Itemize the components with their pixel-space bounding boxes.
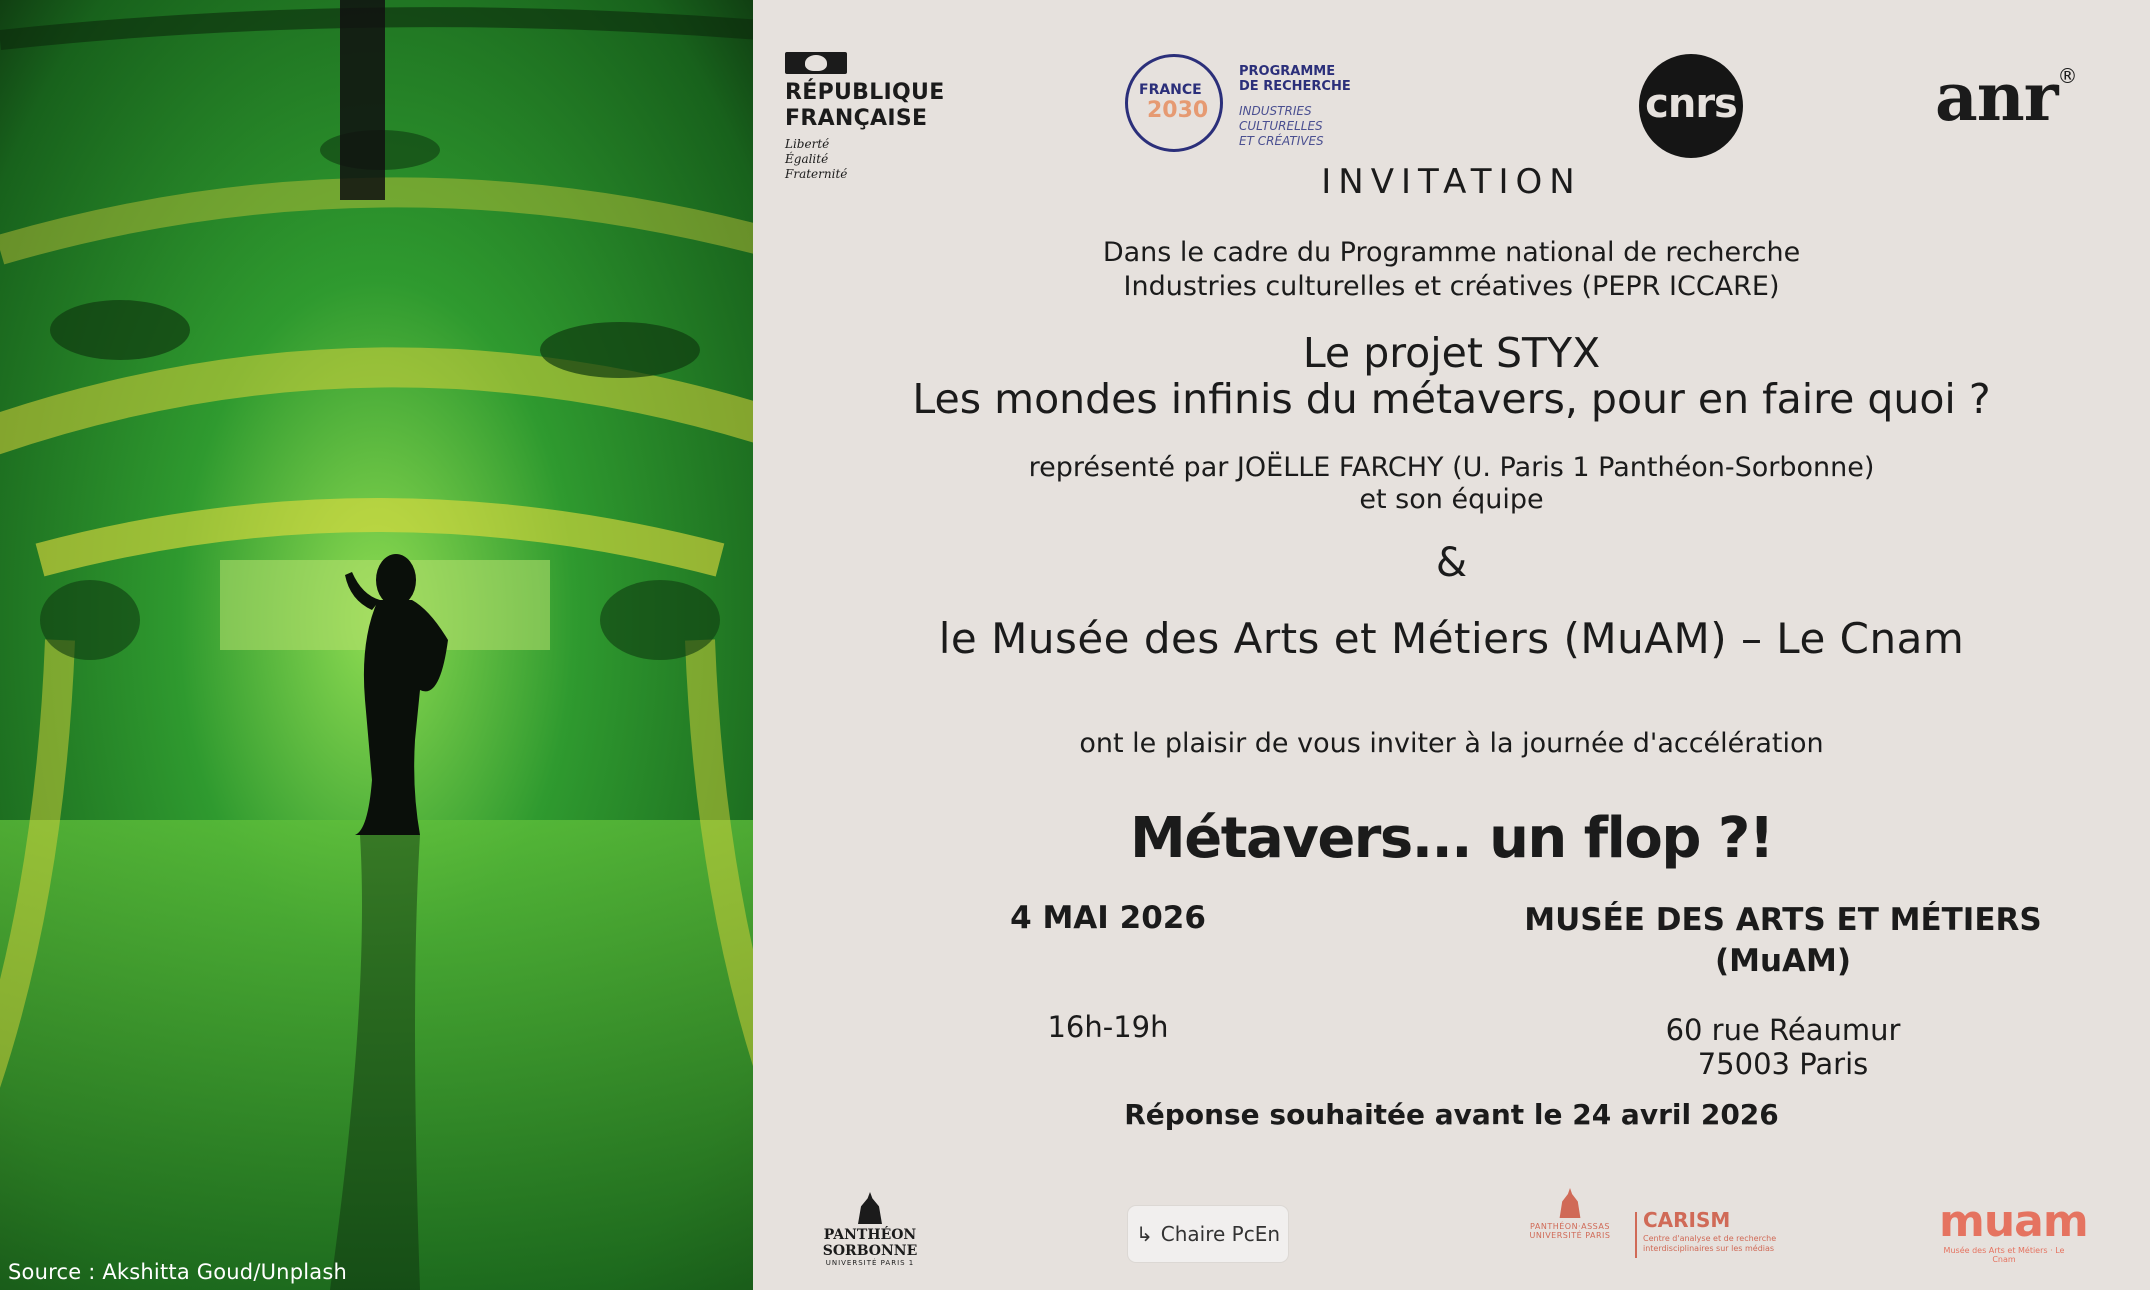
invitation-panel <box>753 0 2150 1290</box>
address-line-1: 60 rue Réaumur <box>1665 1013 1901 1047</box>
pantheon-sorbonne-logo <box>785 1192 955 1267</box>
france-2030-france: FRANCE <box>1139 82 1202 98</box>
event-date: 4 MAI 2026 <box>1010 900 1206 936</box>
pantheon-assas-logo <box>1511 1188 1629 1240</box>
programme-context <box>753 236 2150 304</box>
pantheon-dome-icon <box>855 1192 885 1224</box>
event-time: 16h-19h <box>1047 1010 1169 1044</box>
address-line-2: 75003 Paris <box>1697 1047 1869 1081</box>
carism-logo <box>1511 1188 1791 1264</box>
invitation-sentence: ont le plaisir de vous inviter à la journée d'accélération <box>1079 728 1824 759</box>
project-title-line-1: Le projet STYX <box>1302 329 1601 377</box>
anr-wordmark: anr <box>1935 58 2058 136</box>
republique-name: RÉPUBLIQUE FRANÇAISE <box>785 80 945 131</box>
event-venue <box>1453 900 2113 982</box>
represented-by-line-1: représenté par JOËLLE FARCHY (U. Paris 1 Panthéon-Sorbonne) <box>1028 452 1875 483</box>
event-headline: Métavers... un flop ?! <box>1130 806 1773 871</box>
muam-subtitle: Musée des Arts et Métiers · Le Cnam <box>1943 1246 2065 1264</box>
context-line-2: Industries culturelles et créatives (PEPR ICCARE) <box>1123 271 1780 302</box>
context-line-1: Dans le cadre du Programme national de recherche <box>1102 237 1801 268</box>
represented-by <box>753 452 2150 516</box>
marianne-icon <box>785 52 847 74</box>
muam-logo <box>1939 1196 2088 1264</box>
metaverse-photo <box>0 0 753 1290</box>
chaire-pcen-logo <box>1128 1206 1288 1262</box>
curved-arrow-icon: ↳ <box>1135 1222 1153 1246</box>
registered-mark: ® <box>2057 64 2077 88</box>
pantheon-sorbonne-sub: UNIVERSITÉ PARIS 1 <box>825 1259 915 1267</box>
cnrs-logo: cnrs <box>1639 54 1743 158</box>
carism-name: CARISM <box>1643 1208 1731 1232</box>
venue-line-2: (MuAM) <box>1714 943 1852 979</box>
museum-partner: le Musée des Arts et Métiers (MuAM) – Le Cnam <box>938 614 1965 663</box>
pantheon-assas-dome-icon <box>1557 1188 1583 1218</box>
france-2030-subtitle: INDUSTRIES CULTURELLES ET CRÉATIVES <box>1239 104 1324 148</box>
chaire-pcen-name: Chaire PcEn <box>1160 1222 1281 1246</box>
france-2030-programme: PROGRAMME DE RECHERCHE <box>1239 64 1351 94</box>
project-title <box>753 330 2150 422</box>
represented-by-line-2: et son équipe <box>1359 484 1544 515</box>
france-2030-logo <box>1125 54 1365 159</box>
rsvp-deadline: Réponse souhaitée avant le 24 avril 2026 <box>1124 1098 1779 1131</box>
invitation-heading: INVITATION <box>1321 162 1582 202</box>
france-2030-year: 2030 <box>1147 98 1209 123</box>
muam-wordmark: muam <box>1939 1196 2088 1247</box>
ampersand: & <box>1435 540 1468 586</box>
project-title-line-2: Les mondes infinis du métavers, pour en faire quoi ? <box>912 375 1991 423</box>
republique-motto: Liberté Égalité Fraternité <box>785 137 848 181</box>
photo-artwork <box>0 0 753 1290</box>
carism-divider <box>1635 1212 1637 1258</box>
anr-logo <box>1935 58 2077 136</box>
photo-credit: Source : Akshitta Goud/Unplash <box>8 1260 347 1284</box>
pantheon-sorbonne-name: PANTHÉON SORBONNE <box>822 1227 918 1259</box>
carism-description: Centre d'analyse et de recherche interdisciplinaires sur les médias <box>1643 1234 1777 1253</box>
venue-line-1: MUSÉE DES ARTS ET MÉTIERS <box>1524 902 2042 938</box>
event-address <box>1453 1013 2113 1081</box>
pantheon-assas-name: PANTHÉON·ASSAS UNIVERSITÉ PARIS <box>1529 1222 1611 1240</box>
